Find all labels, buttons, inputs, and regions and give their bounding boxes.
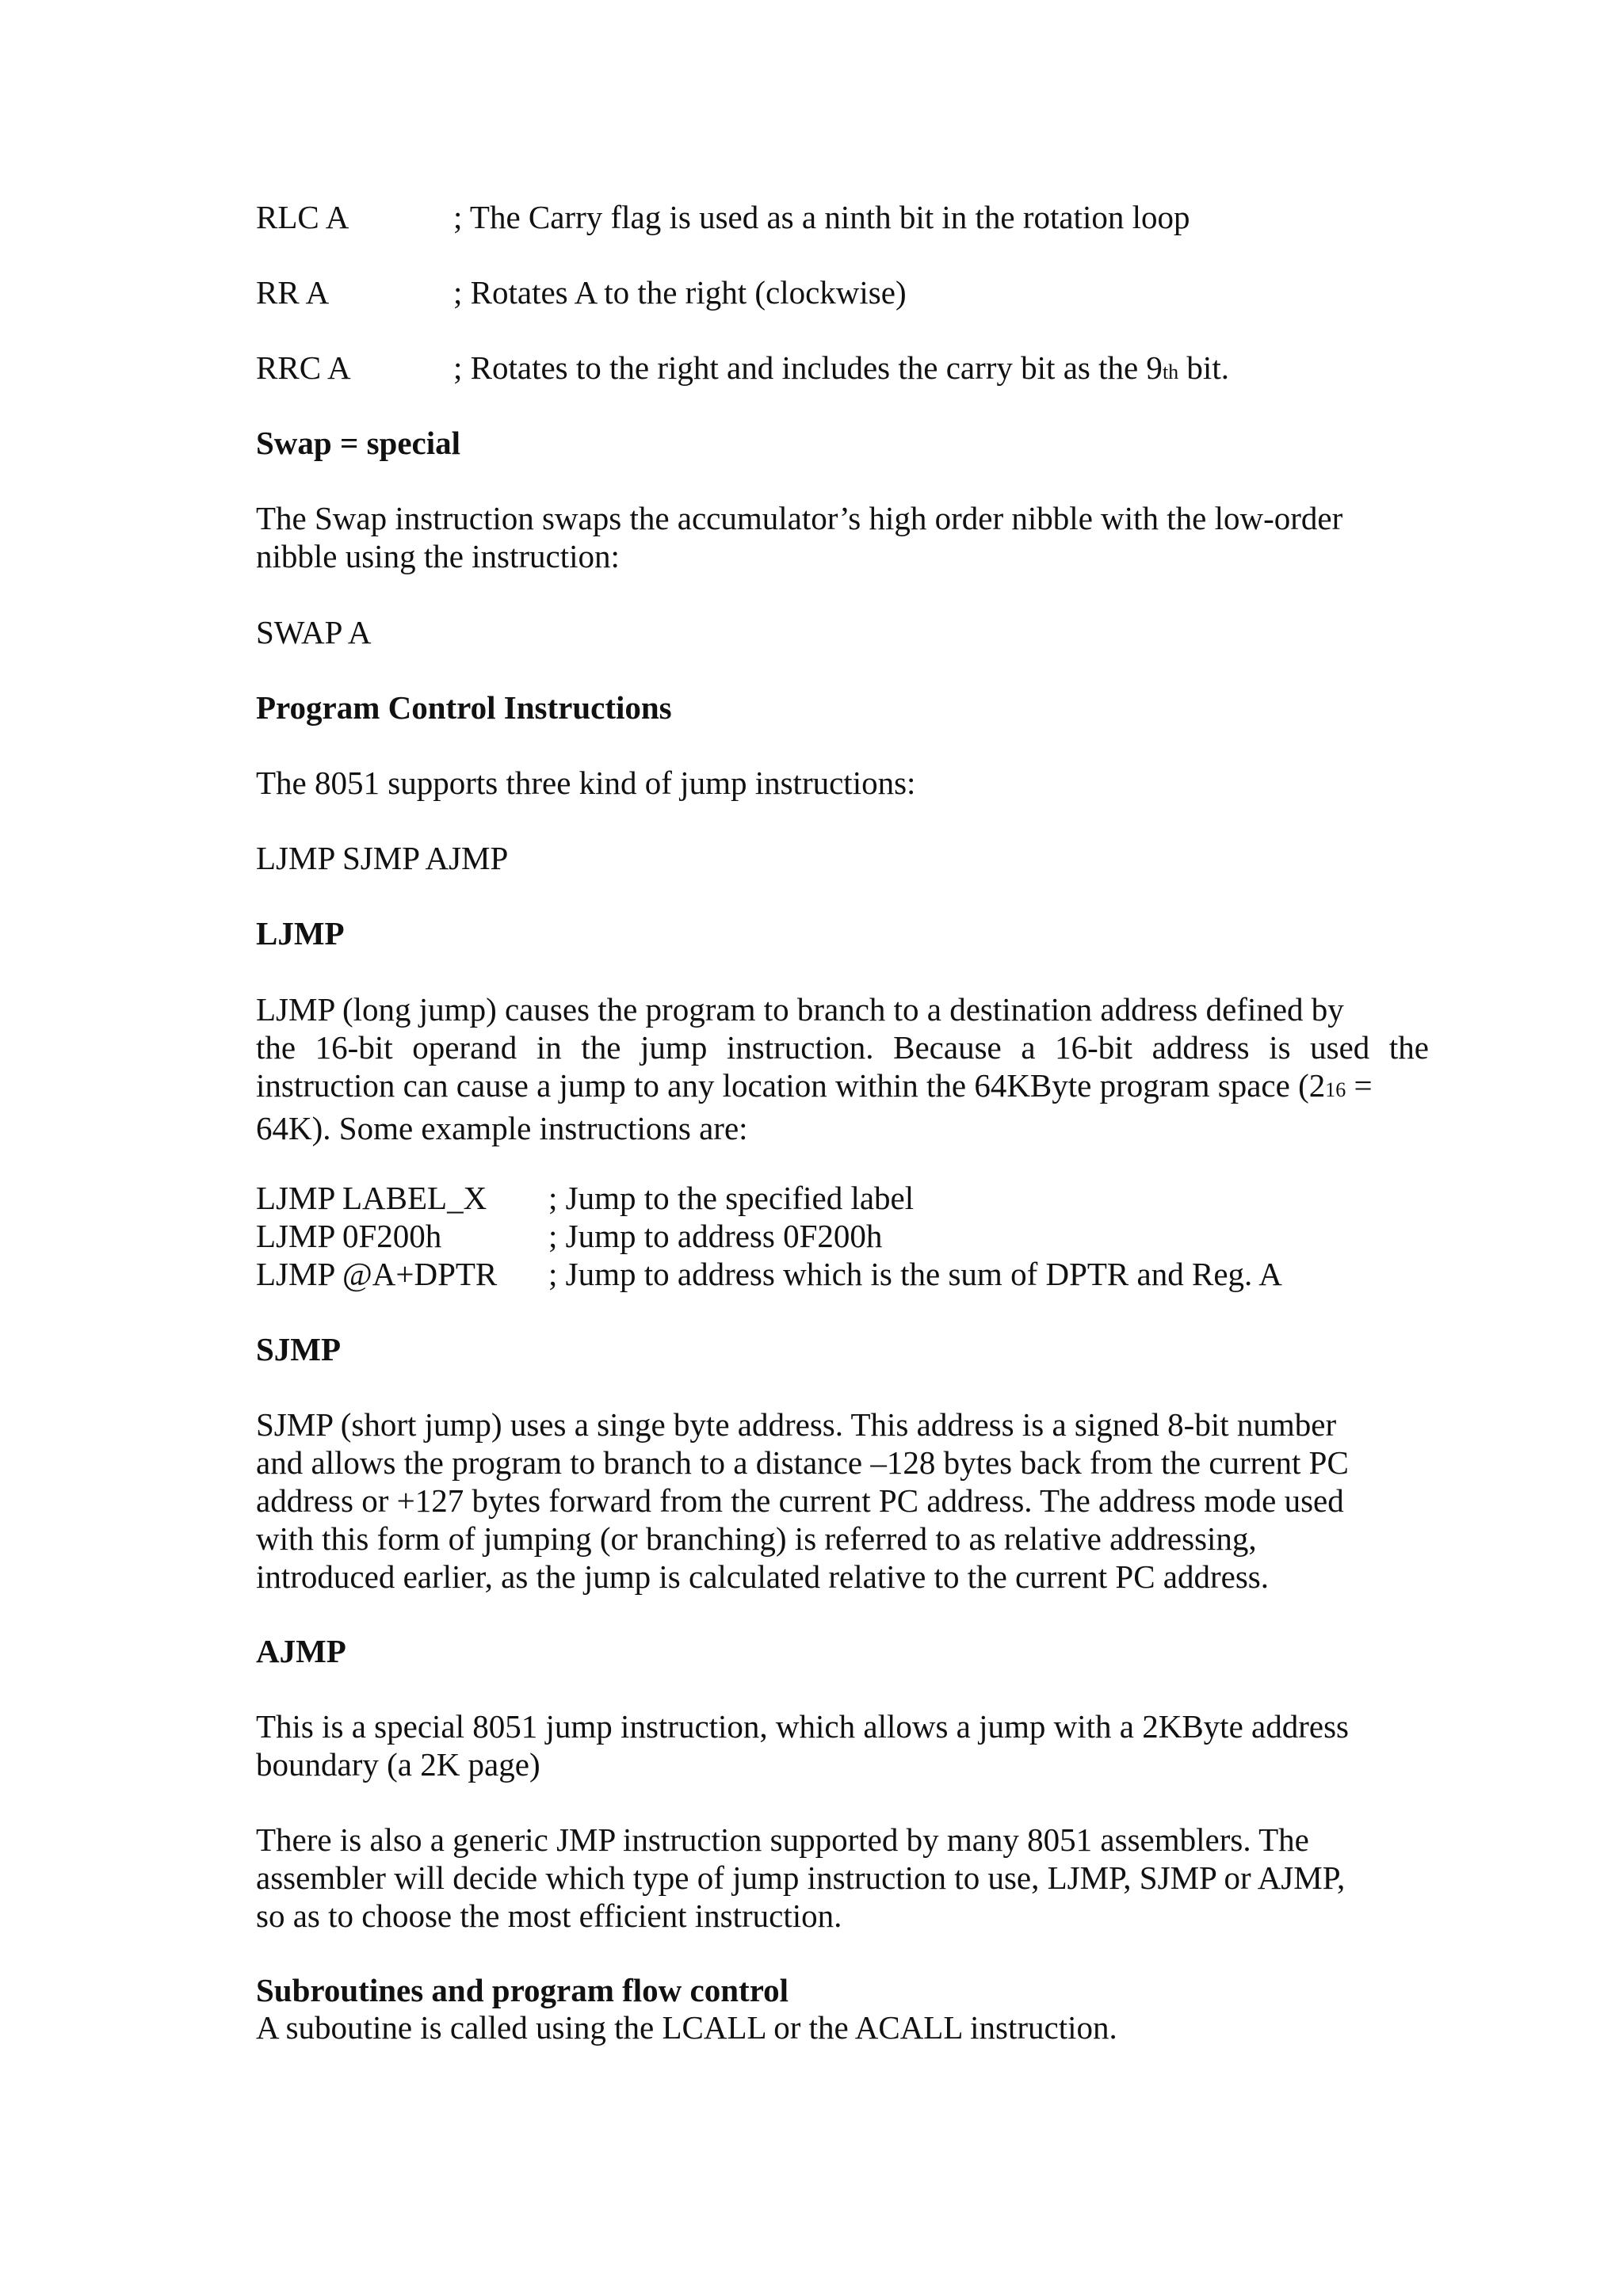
rlc-row bbox=[256, 198, 349, 236]
rrc-instr: RRC A bbox=[256, 349, 351, 386]
subroutines-heading: Subroutines and program flow control bbox=[256, 1972, 789, 2008]
sjmp-paragraph bbox=[256, 1405, 1429, 1596]
rrc-comment-sup: th bbox=[1162, 360, 1179, 383]
swap-paragraph bbox=[256, 499, 1429, 575]
ajmp-heading: AJMP bbox=[256, 1633, 346, 1669]
sjmp-heading: SJMP bbox=[256, 1331, 342, 1367]
generic-jmp-line-3: so as to choose the most efficient instruction. bbox=[256, 1897, 842, 1934]
rrc-comment-post: bit. bbox=[1178, 349, 1229, 386]
ljmp-heading: LJMP bbox=[256, 915, 345, 952]
ljmp-example-2-comment: ; Jump to address 0F200h bbox=[548, 1218, 883, 1254]
ljmp-line-2: the 16-bit operand in the jump instruction. Because a 16-bit address is used the bbox=[256, 1029, 1429, 1066]
swap-text-line-2: nibble using the instruction: bbox=[256, 538, 620, 574]
rlc-instr: RLC A bbox=[256, 199, 349, 235]
rr-instr: RR A bbox=[256, 274, 330, 311]
ljmp-line-3-post: = bbox=[1346, 1067, 1373, 1104]
generic-jmp-line-2: assembler will decide which type of jump instruction to use, LJMP, SJMP or AJMP, bbox=[256, 1859, 1346, 1896]
ljmp-example-1-comment: ; Jump to the specified label bbox=[548, 1180, 915, 1216]
sjmp-line-2: and allows the program to branch to a distance –128 bytes back from the current PC bbox=[256, 1444, 1349, 1481]
ljmp-line-1: LJMP (long jump) causes the program to branch to a destination address defined by bbox=[256, 991, 1344, 1028]
ljmp-example-3-comment: ; Jump to address which is the sum of DPTR and Reg. A bbox=[548, 1256, 1282, 1292]
sjmp-line-4: with this form of jumping (or branching) is referred to as relative addressing, bbox=[256, 1520, 1257, 1557]
swap-text-line-1: The Swap instruction swaps the accumulator’s high order nibble with the low-order bbox=[256, 500, 1343, 536]
subroutines-text: A suboutine is called using the LCALL or the ACALL instruction. bbox=[256, 2009, 1117, 2046]
ajmp-line-1: This is a special 8051 jump instruction, which allows a jump with a 2KByte address bbox=[256, 1708, 1349, 1745]
rrc-comment-pre: ; Rotates to the right and includes the carry bit as the 9 bbox=[453, 349, 1163, 386]
ljmp-line-3 bbox=[256, 1066, 1429, 1109]
sjmp-line-1: SJMP (short jump) uses a singe byte address. This address is a signed 8-bit number bbox=[256, 1406, 1337, 1443]
ljmp-example-1-instr: LJMP LABEL_X bbox=[256, 1180, 487, 1216]
ljmp-line-3-pre: instruction can cause a jump to any location within the 64KByte program space (2 bbox=[256, 1067, 1326, 1104]
rlc-comment: ; The Carry flag is used as a ninth bit in the rotation loop bbox=[453, 199, 1190, 235]
ljmp-line-4: 64K). Some example instructions are: bbox=[256, 1110, 748, 1146]
rrc-comment bbox=[453, 349, 1229, 391]
rr-comment: ; Rotates A to the right (clockwise) bbox=[453, 274, 907, 311]
ajmp-paragraph bbox=[256, 1707, 1429, 1783]
swap-code: SWAP A bbox=[256, 614, 372, 650]
ljmp-paragraph bbox=[256, 990, 1429, 1147]
program-control-intro: The 8051 supports three kind of jump instructions: bbox=[256, 765, 916, 801]
swap-heading: Swap = special bbox=[256, 425, 461, 461]
sjmp-line-3: address or +127 bytes forward from the current PC address. The address mode used bbox=[256, 1482, 1344, 1519]
generic-jmp-paragraph bbox=[256, 1821, 1429, 1935]
ljmp-example-2-instr: LJMP 0F200h bbox=[256, 1218, 442, 1254]
sjmp-line-5: introduced earlier, as the jump is calculated relative to the current PC address. bbox=[256, 1558, 1270, 1595]
generic-jmp-line-1: There is also a generic JMP instruction supported by many 8051 assemblers. The bbox=[256, 1821, 1309, 1858]
ljmp-example-3-instr: LJMP @A+DPTR bbox=[256, 1256, 498, 1292]
rrc-row bbox=[256, 349, 351, 387]
ljmp-line-3-sub: 16 bbox=[1325, 1078, 1346, 1101]
jump-list: LJMP SJMP AJMP bbox=[256, 840, 509, 876]
ajmp-line-2: boundary (a 2K page) bbox=[256, 1746, 540, 1783]
rr-row bbox=[256, 273, 329, 311]
program-control-heading: Program Control Instructions bbox=[256, 689, 672, 726]
